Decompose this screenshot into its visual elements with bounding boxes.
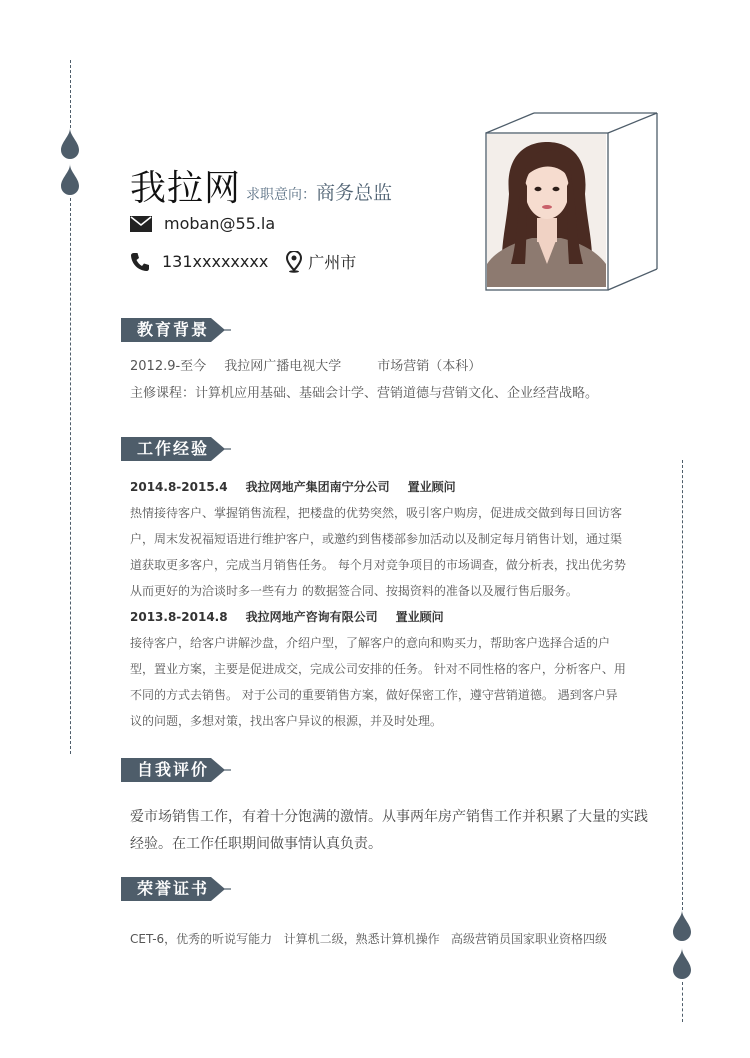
job-position: 置业顾问 <box>407 480 456 494</box>
job-intent-label: 求职意向： <box>246 187 316 203</box>
education-courses: 主修课程：计算机应用基础、基础会计学、营销道德与营销文化、企业经营战略。 <box>130 385 599 401</box>
job-line: 接待客户，给客户讲解沙盘，介绍户型，了解客户的意向和购买力，帮助客户选择合适的户 <box>130 636 611 650</box>
work-content <box>130 474 626 734</box>
drop-icon <box>61 128 79 160</box>
job-company: 我拉网地产集团南宁分公司 <box>245 480 390 494</box>
job-line: 从而更好的为洽谈时多一些有力 的数据签合同、按揭资料的准备以及履行售后服务。 <box>130 584 578 598</box>
section-header-honor <box>121 877 231 901</box>
location-icon <box>286 251 302 273</box>
self-line: 经验。在工作任职期间做事情认真负责。 <box>130 836 382 852</box>
drop-icon <box>673 948 691 980</box>
phone-icon <box>130 252 150 272</box>
right-dashed-line <box>682 460 683 910</box>
job-line: 道获取更多客户，完成当月销售任务。 每个月对竞争项目的市场调查，做分析表，找出优劣势 <box>130 558 626 572</box>
job-intent <box>246 178 392 205</box>
job-line: 不同的方式去销售。 对于公司的重要销售方案，做好保密工作，遵守营销道德。 遇到客户异 <box>130 688 618 702</box>
education-row <box>130 354 598 381</box>
left-dashed-line-top <box>70 60 71 128</box>
job-line: 热情接待客户、掌握销售流程，把楼盘的优势突然，吸引客户购房，促进成交做到每日回访客 <box>130 506 623 520</box>
education-period: 2012.9-至今 <box>130 359 207 374</box>
job-header <box>130 604 626 630</box>
job-header <box>130 474 626 500</box>
email-text[interactable]: moban@55.la <box>164 214 276 233</box>
education-content <box>130 354 598 407</box>
section-title: 荣誉证书 <box>137 879 210 898</box>
candidate-name: 我拉网 <box>130 168 242 209</box>
city-text: 广州市 <box>308 253 357 272</box>
section-header-education <box>121 318 231 342</box>
section-title: 自我评价 <box>137 760 210 779</box>
job-line: 议的问题，多想对策，找出客户异议的根源，并及时处理。 <box>130 714 443 728</box>
drop-icon <box>61 164 79 196</box>
email-icon <box>130 216 152 232</box>
job-line: 型，置业方案，主要是促进成交，完成公司安排的任务。 针对不同性格的客户，分析客户、用 <box>130 662 626 676</box>
section-title: 工作经验 <box>137 439 210 458</box>
education-school: 我拉网广播电视大学 <box>224 359 342 374</box>
job-period: 2013.8-2014.8 <box>130 610 228 624</box>
self-line: 爱市场销售工作，有着十分饱满的激情。从事两年房产销售工作并积累了大量的实践 <box>130 809 648 825</box>
education-major: 市场营销（本科） <box>377 359 482 374</box>
job-intent-value: 商务总监 <box>316 182 393 204</box>
job-period: 2014.8-2015.4 <box>130 480 228 494</box>
job-line: 户，周末发祝福短语进行维护客户，或邀约到售楼部参加活动以及制定每月销售计划，通过渠 <box>130 532 623 546</box>
drop-icon <box>673 910 691 942</box>
self-content <box>130 804 648 858</box>
honor-content: CET-6，优秀的听说写能力 计算机二级，熟悉计算机操作 高级营销员国家职业资格四级 <box>130 932 608 946</box>
right-dashed-line-bottom <box>682 982 683 1022</box>
left-dashed-line <box>70 198 71 754</box>
section-header-self <box>121 758 231 782</box>
job-company: 我拉网地产咨询有限公司 <box>245 610 378 624</box>
section-header-work <box>121 437 231 461</box>
section-title: 教育背景 <box>137 320 210 339</box>
job-position: 置业顾问 <box>395 610 444 624</box>
phone-row <box>130 250 356 273</box>
phone-text[interactable]: 131xxxxxxxx <box>162 252 269 271</box>
email-row <box>130 214 275 233</box>
profile-photo <box>487 134 606 287</box>
